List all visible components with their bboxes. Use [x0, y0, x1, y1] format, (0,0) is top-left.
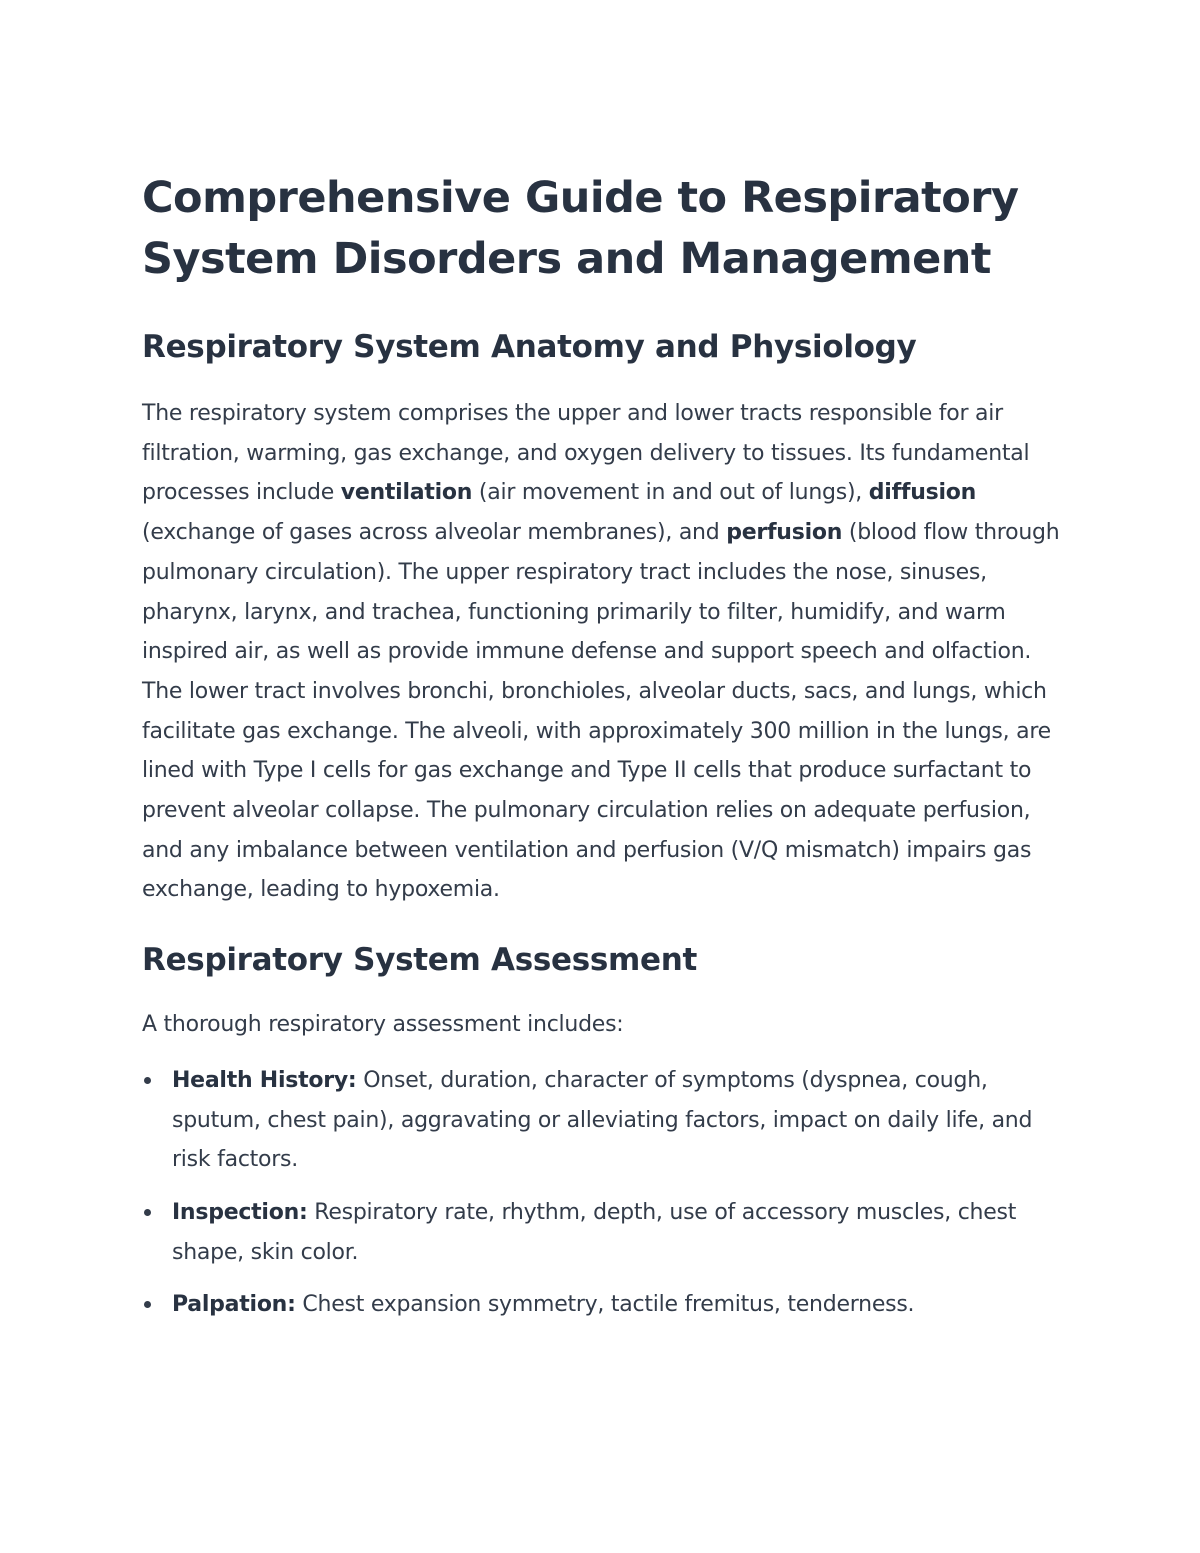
document-title: Comprehensive Guide to Respiratory System Disorders and Management	[142, 173, 1019, 284]
list-item-text: Chest expansion symmetry, tactile fremitus, tenderness.	[295, 1292, 915, 1318]
term-perfusion: perfusion	[726, 520, 843, 546]
list-item	[142, 1193, 1062, 1272]
bullet-icon	[144, 1301, 151, 1308]
list-item-text: Onset, duration, character of symptoms (dyspnea, cough, sputum, chest pain), aggravating or alleviating factors, impact on daily life, and risk factors.	[172, 1067, 1033, 1173]
list-item-label: Inspection:	[172, 1199, 308, 1225]
list-item	[142, 1285, 1062, 1325]
assessment-list	[142, 1061, 1062, 1325]
body-text: (blood flow through pulmonary circulation). The upper respiratory tract includes the nose, sinuses, pharynx, larynx, and trachea, functioning primarily to filter, humidify, and warm inspired air, as well as provide immune defense and support speech and olfaction. The lower tract involves bronchi, bronchioles, alveolar ducts, sacs, and lungs, which facilitate gas exchange. The alveoli, with approximately 300 million in the lungs, are lined with Type I cells for gas exchange and Type II cells that produce surfactant to prevent alveolar collapse. The pulmonary circulation relies on adequate perfusion, and any imbalance between ventilation and perfusion (V/Q mismatch) impairs gas exchange, leading to hypoxemia.	[142, 520, 1060, 903]
term-ventilation: ventilation	[340, 480, 473, 506]
list-item-label: Palpation:	[172, 1292, 296, 1318]
term-diffusion: diffusion	[868, 480, 977, 506]
list-item-text: Respiratory rate, rhythm, depth, use of accessory muscles, chest shape, skin color.	[172, 1199, 1017, 1265]
section-intro-assessment: A thorough respiratory assessment includes:	[142, 1012, 624, 1038]
bullet-icon	[144, 1209, 151, 1216]
list-item-label: Health History:	[172, 1067, 357, 1093]
section-body-anatomy	[142, 394, 1062, 910]
body-text: (air movement in and out of lungs),	[472, 480, 869, 506]
bullet-icon	[144, 1077, 151, 1084]
document-page	[142, 168, 1062, 1338]
body-text: The respiratory system comprises the upper and lower tracts responsible for air filtration, warming, gas exchange, and oxygen delivery to tissues. Its fundamental processes include	[142, 401, 1030, 506]
list-item	[142, 1061, 1062, 1180]
section-heading-anatomy: Respiratory System Anatomy and Physiology	[142, 329, 917, 365]
body-text: (exchange of gases across alveolar membranes), and	[142, 520, 727, 546]
section-heading-assessment: Respiratory System Assessment	[142, 942, 698, 979]
